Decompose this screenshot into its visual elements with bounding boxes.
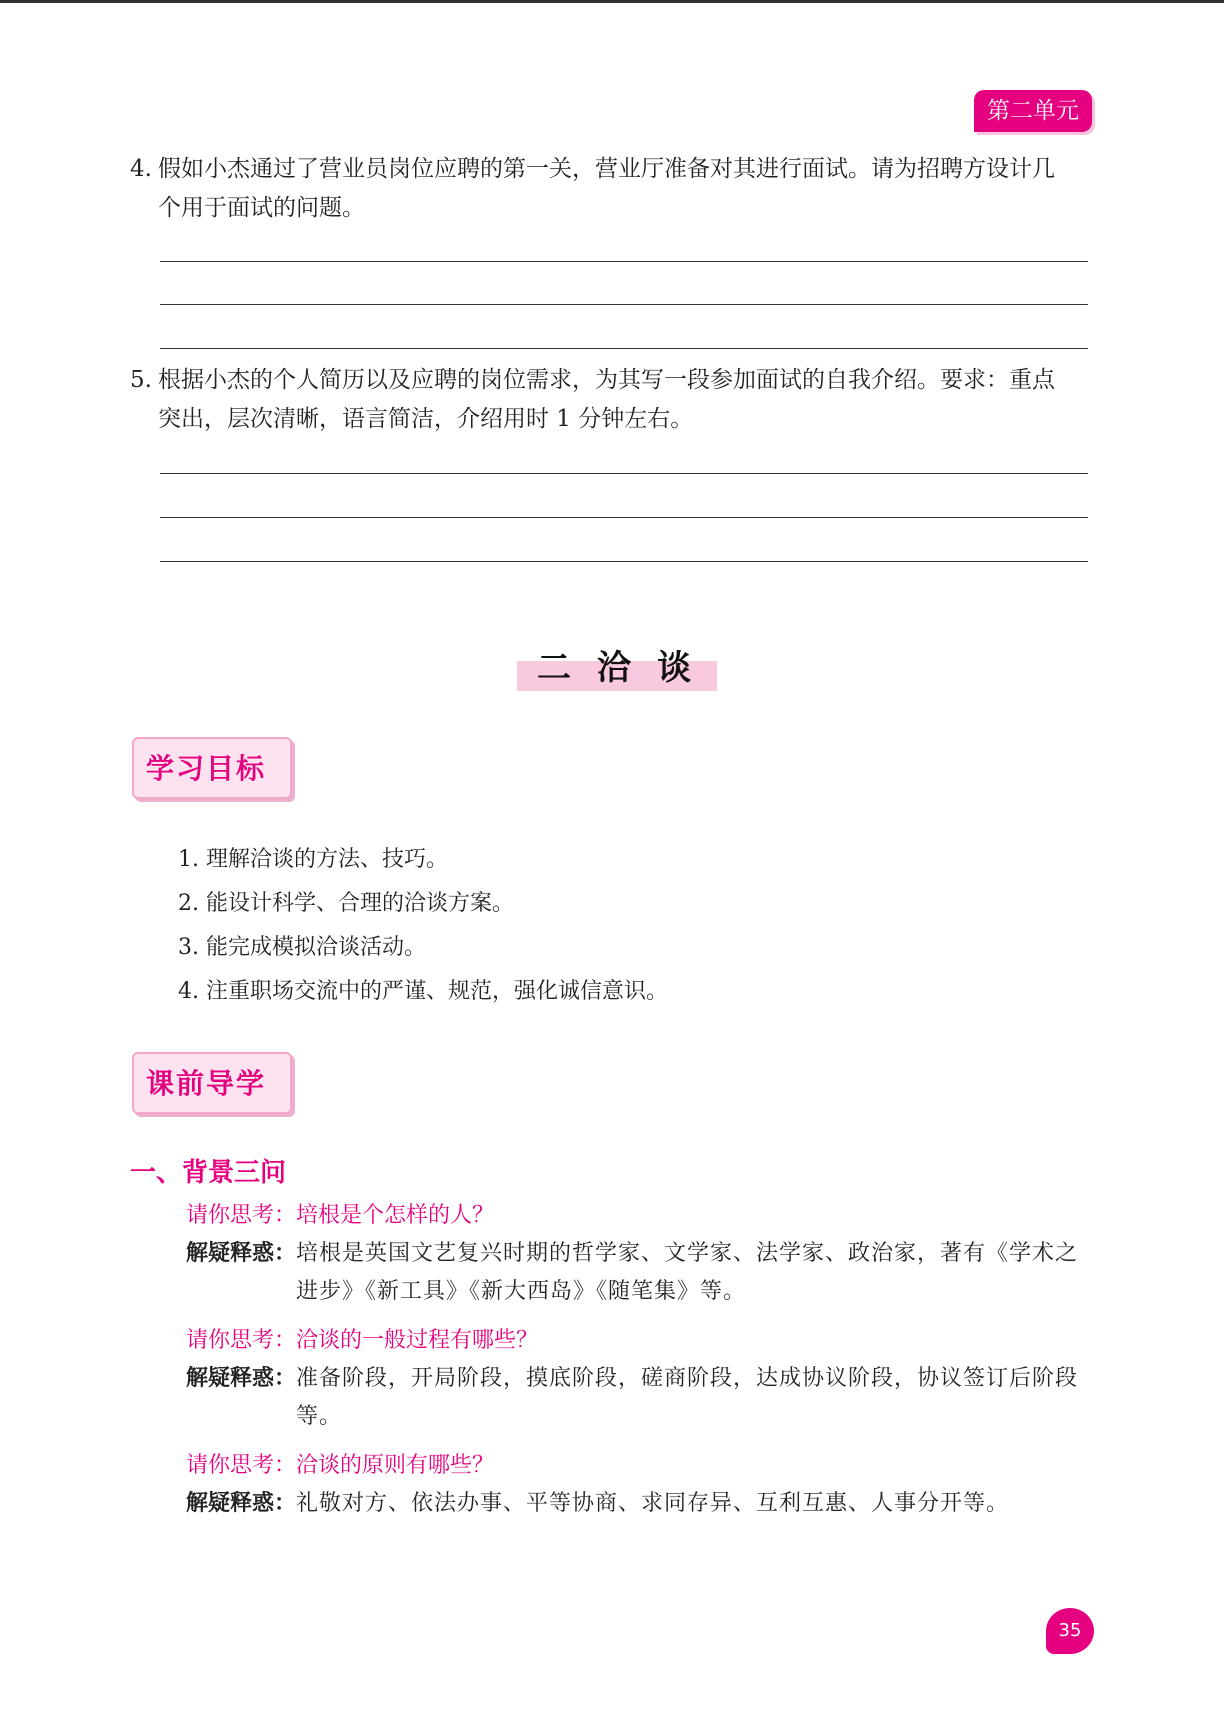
answer-key: 解疑释惑： bbox=[186, 1241, 297, 1266]
question-text-line2: 突出，层次清晰，语言简洁，介绍用时 1 分钟左右。 bbox=[158, 406, 694, 432]
qa-item bbox=[186, 1447, 1086, 1523]
answer-line[interactable] bbox=[160, 517, 1088, 518]
answer-line[interactable] bbox=[160, 561, 1088, 562]
question-text-line2: 个用于面试的问题。 bbox=[158, 195, 365, 221]
preview-subhead: 一、背景三问 bbox=[130, 1158, 287, 1188]
page-number: 35 bbox=[1046, 1608, 1094, 1654]
goal-item: 4. 注重职场交流中的严谨、规范，强化诚信意识。 bbox=[178, 979, 668, 1004]
goals-list bbox=[178, 838, 668, 1014]
goal-item: 1. 理解洽谈的方法、技巧。 bbox=[178, 847, 448, 872]
ask-key: 请你思考： bbox=[186, 1328, 297, 1353]
ask-text: 培根是个怎样的人？ bbox=[296, 1203, 495, 1228]
question-number: 5. bbox=[130, 367, 152, 393]
preview-label-box bbox=[132, 1052, 292, 1114]
preview-label: 课前导学 bbox=[146, 1067, 267, 1100]
section-title-char: 谈 bbox=[657, 648, 697, 688]
answer-key: 解疑释惑： bbox=[186, 1366, 297, 1391]
ask-text: 洽谈的原则有哪些？ bbox=[296, 1453, 495, 1478]
answer-line[interactable] bbox=[160, 473, 1088, 474]
question-4 bbox=[130, 150, 1095, 228]
section-number: 二 bbox=[537, 648, 577, 688]
answer-row bbox=[186, 1235, 1086, 1311]
answer-text: 准备阶段，开局阶段，摸底阶段，磋商阶段，达成协议阶段，协议签订后阶段等。 bbox=[296, 1366, 1079, 1429]
ask-row bbox=[186, 1447, 1086, 1485]
goal-item: 2. 能设计科学、合理的洽谈方案。 bbox=[178, 891, 514, 916]
question-5 bbox=[130, 361, 1095, 439]
ask-row bbox=[186, 1322, 1086, 1360]
answer-line[interactable] bbox=[160, 348, 1088, 349]
answer-key: 解疑释惑： bbox=[186, 1491, 297, 1516]
ask-key: 请你思考： bbox=[186, 1453, 297, 1478]
section-title bbox=[517, 645, 717, 691]
question-text-line1: 根据小杰的个人简历以及应聘的岗位需求，为其写一段参加面试的自我介绍。要求：重点 bbox=[158, 367, 1055, 393]
goal-item: 3. 能完成模拟洽谈活动。 bbox=[178, 935, 426, 960]
qa-item bbox=[186, 1197, 1086, 1311]
question-number: 4. bbox=[130, 156, 152, 182]
answer-row bbox=[186, 1360, 1086, 1436]
goals-label: 学习目标 bbox=[146, 752, 267, 785]
top-rule bbox=[0, 0, 1224, 3]
answer-line[interactable] bbox=[160, 261, 1088, 262]
answer-text: 培根是英国文艺复兴时期的哲学家、文学家、法学家、政治家，著有《学术之进步》《新工具》《新大西岛》《随笔集》等。 bbox=[296, 1241, 1079, 1304]
answer-row bbox=[186, 1485, 1086, 1523]
section-title-char: 洽 bbox=[597, 648, 637, 688]
unit-tab: 第二单元 bbox=[974, 90, 1092, 132]
ask-text: 洽谈的一般过程有哪些？ bbox=[296, 1328, 539, 1353]
answer-line[interactable] bbox=[160, 304, 1088, 305]
goals-label-box bbox=[132, 737, 292, 799]
answer-text: 礼敬对方、依法办事、平等协商、求同存异、互利互惠、人事分开等。 bbox=[296, 1491, 1010, 1516]
ask-row bbox=[186, 1197, 1086, 1235]
ask-key: 请你思考： bbox=[186, 1203, 297, 1228]
qa-item bbox=[186, 1322, 1086, 1436]
question-text-line1: 假如小杰通过了营业员岗位应聘的第一关，营业厅准备对其进行面试。请为招聘方设计几 bbox=[158, 156, 1055, 182]
